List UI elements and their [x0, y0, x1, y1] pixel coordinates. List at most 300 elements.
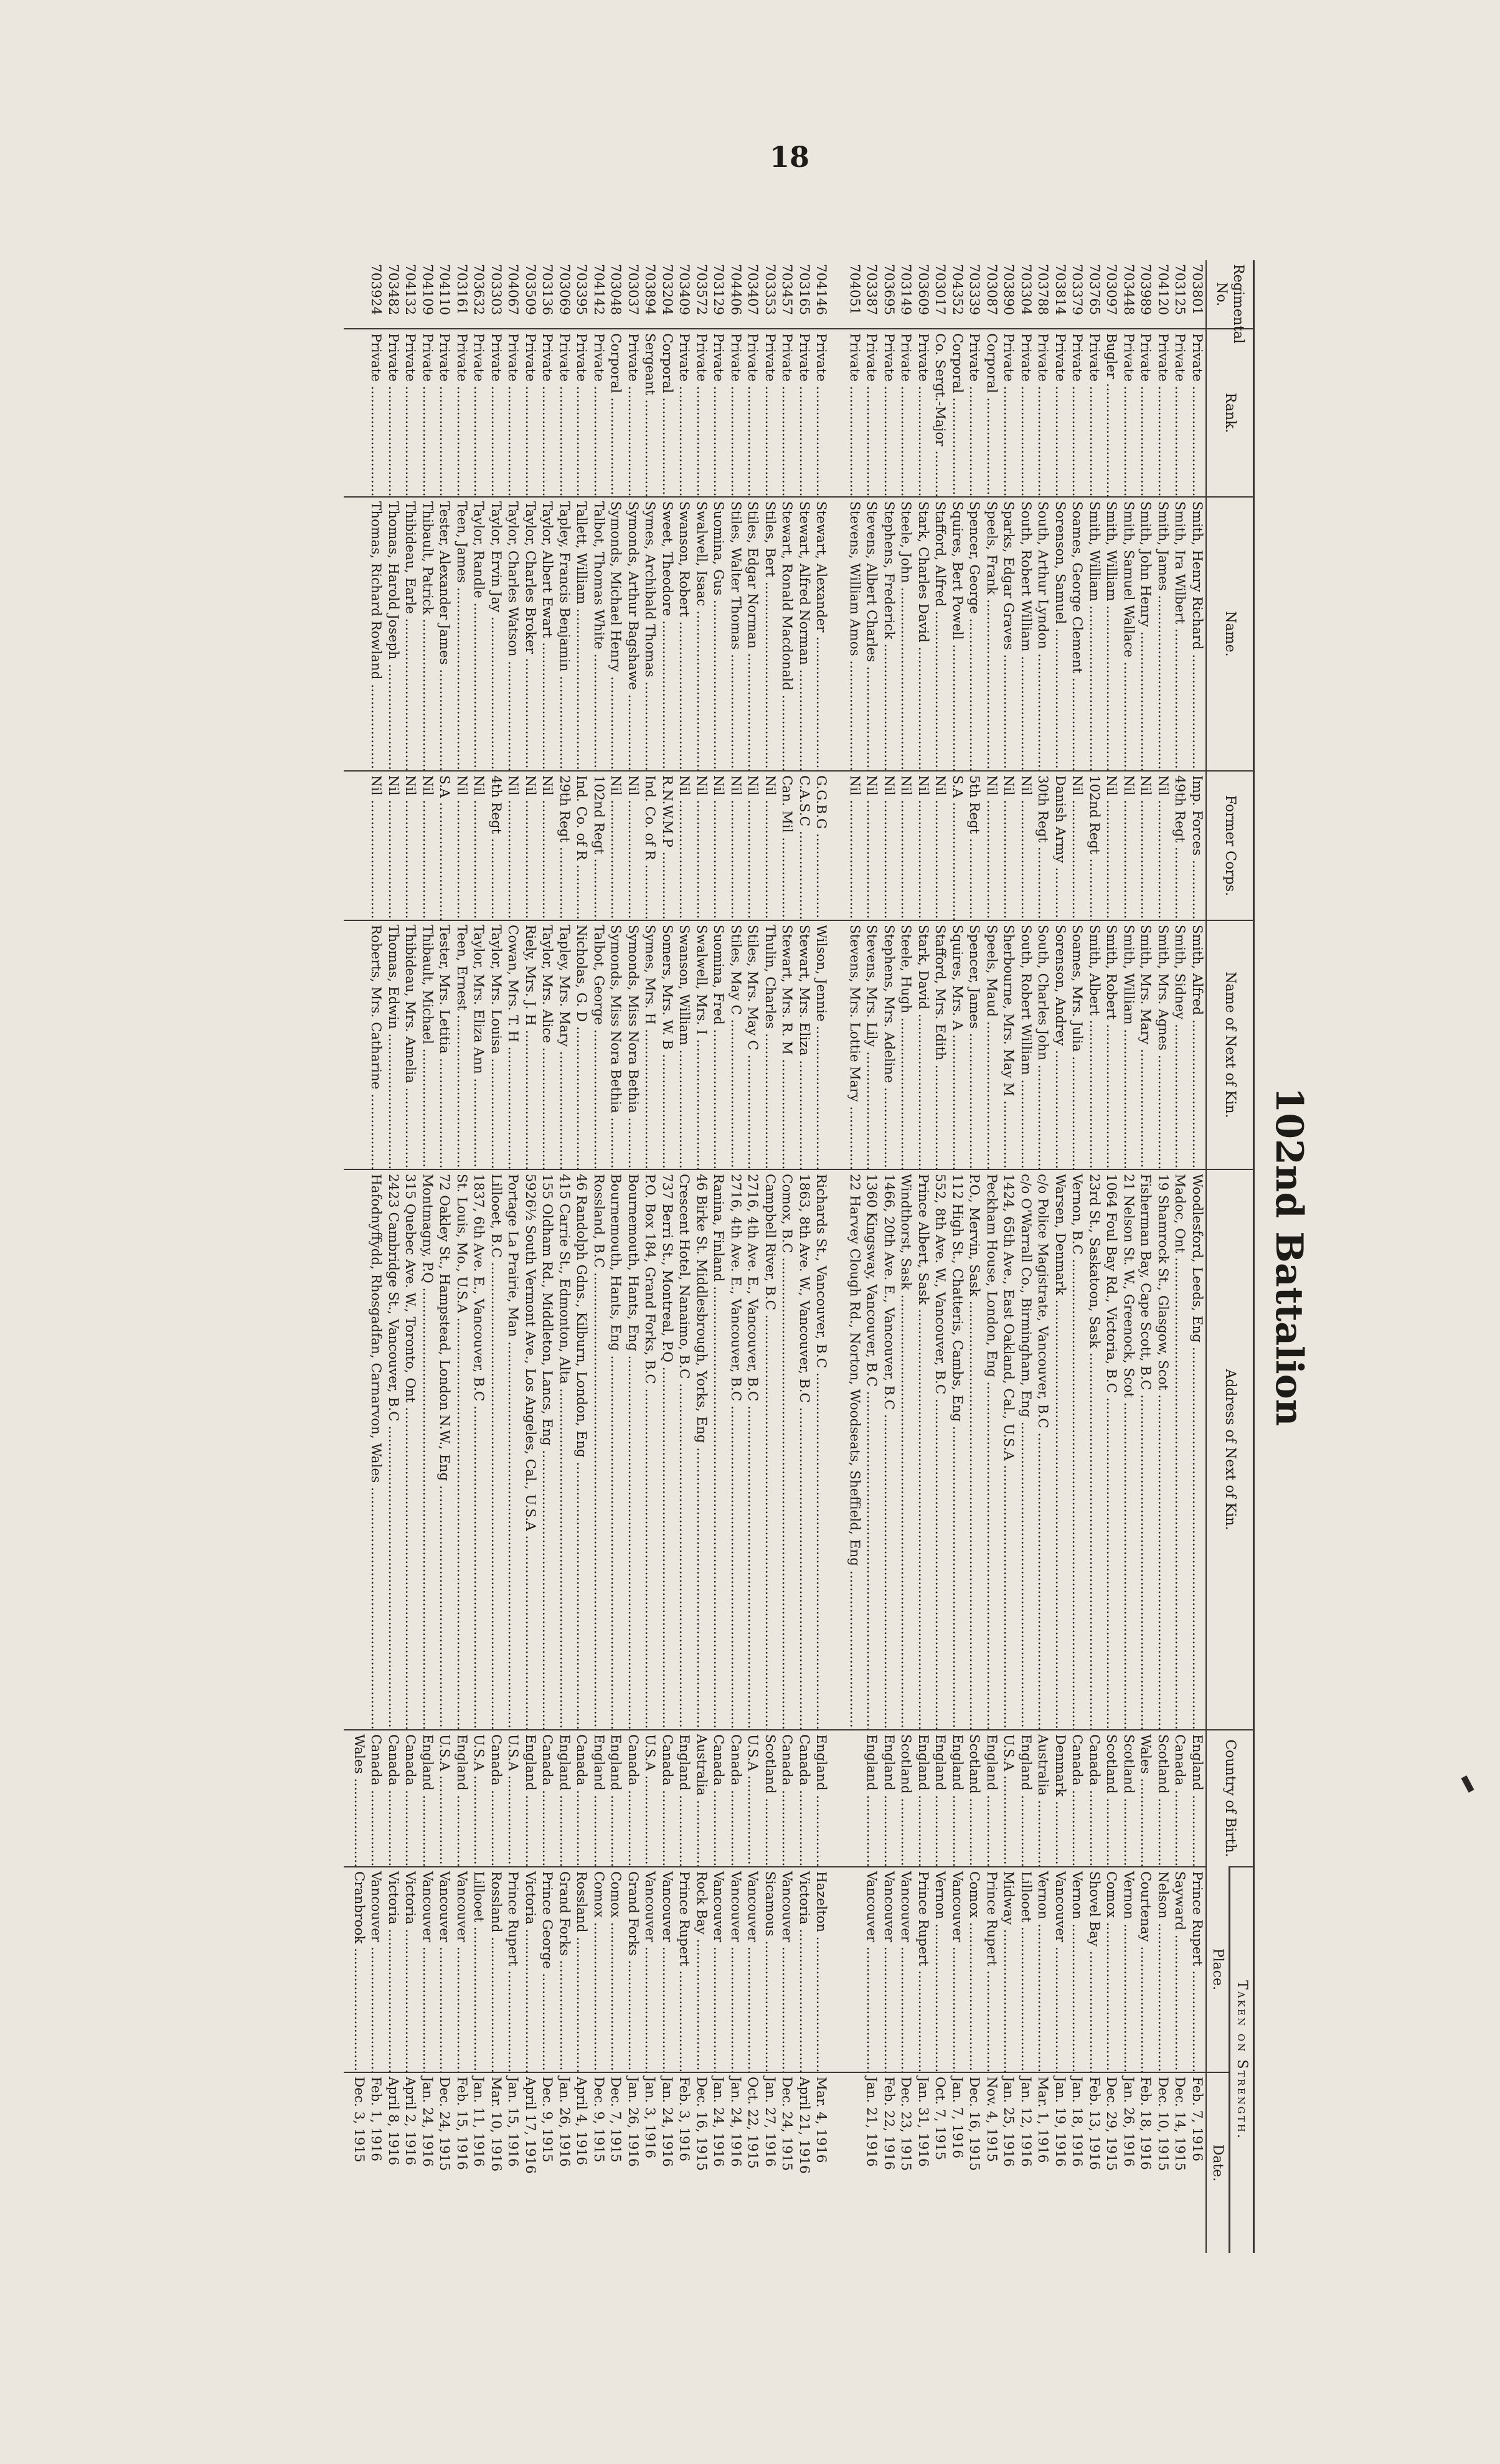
cell-former-corps: Danish Army ..... [1052, 771, 1069, 920]
table-row [762, 260, 779, 2253]
cell-country: England ..... [1017, 1730, 1035, 1867]
cell-former-corps: Nil ..... [1017, 771, 1035, 920]
cell-former-corps [344, 771, 368, 920]
cell-date: Jan. 3, 1916 [641, 2072, 659, 2253]
cell-address: 72 Oakley St., Hampstead, London N.W., Eng ..... [436, 1169, 453, 1730]
cell-regimental-no: 703161 [454, 264, 469, 316]
cell-regimental-no: 703482 [385, 264, 401, 316]
cell-place: Prince George ..... [539, 1867, 556, 2072]
spacer-cell [830, 2072, 846, 2253]
cell-former-corps: Nil ..... [710, 771, 727, 920]
cell-rank: Co. Sergt.-Major ..... [932, 329, 949, 497]
table-row [607, 260, 625, 2253]
rotated-page-content [202, 260, 1323, 2253]
table-row [470, 260, 488, 2253]
cell-address: 552, 8th Ave. W., Vancouver, B.C ..... [932, 1169, 949, 1730]
cell-place: Vancouver ..... [419, 1867, 436, 2072]
cell-regimental-no: 703097 [1103, 264, 1120, 316]
table-row [1120, 260, 1138, 2253]
table-row [727, 260, 745, 2253]
cell-address: Warsen, Denmark ..... [1052, 1169, 1069, 1730]
cell-date: Jan. 7, 1916 [949, 2072, 966, 2253]
cell-address: 46 Randolph Gdns., Kilburn, London, Eng ..... [573, 1169, 590, 1730]
cell-date: Dec. 7, 1915 [607, 2072, 625, 2253]
cell-date: April 2, 1916 [402, 2072, 419, 2253]
cell-date: Feb. 3, 1916 [676, 2072, 693, 2253]
roster-body [344, 260, 1207, 2253]
table-row [1137, 260, 1154, 2253]
cell-regimental-no: 703801 [1189, 264, 1205, 316]
cell-next-of-kin: Wilson, Jennie ..... [813, 920, 830, 1169]
cell-address: 155 Oldham Rd., Middleton, Lancs, Eng ..... [539, 1169, 556, 1730]
cell-country: England ..... [607, 1730, 625, 1867]
cell-next-of-kin: Symonds, Miss Nora Bethia ..... [607, 920, 625, 1169]
cell-name: Spencer, George ..... [966, 497, 983, 771]
cell-former-corps: Nil ..... [983, 771, 1001, 920]
cell-date [846, 2072, 864, 2253]
cell-country: Canada ..... [573, 1730, 590, 1867]
cell-country: Denmark ..... [1052, 1730, 1069, 1867]
cell-rank: Private ..... [966, 329, 983, 497]
cell-date: Jan. 18, 1916 [1068, 2072, 1086, 2253]
table-row [983, 260, 1001, 2253]
cell-place: Vancouver ..... [897, 1867, 915, 2072]
cell-address: c/o Police Magistrate, Vancouver, B.C ..... [1034, 1169, 1052, 1730]
cell-place: Lillooet ..... [1017, 1867, 1035, 2072]
cell-name: Stewart, Ronald Macdonald ..... [778, 497, 796, 771]
cell-address: Fisherman Bay, Cape Scott, B.C ..... [1137, 1169, 1154, 1730]
cell-date: April 4, 1916 [573, 2072, 590, 2253]
spacer-cell [830, 497, 846, 771]
cell-former-corps: Nil ..... [1154, 771, 1172, 920]
header-place: Place. [1206, 1867, 1230, 2072]
cell-regimental-no: 703129 [710, 264, 727, 316]
cell-date: Jan. 25, 1916 [1000, 2072, 1017, 2253]
cell-country: Australia ..... [693, 1730, 710, 1867]
cell-place: Rossland ..... [573, 1867, 590, 2072]
cell-regimental-no: 703409 [676, 264, 692, 316]
cell-country: Scotland ..... [1120, 1730, 1138, 1867]
ink-mark [1461, 1775, 1474, 1793]
cell-former-corps: Nil ..... [846, 771, 864, 920]
table-row [744, 260, 762, 2253]
cell-regimental-no: 704406 [728, 264, 743, 316]
cell-address: 19 Shamrock St., Glasgow, Scot ..... [1154, 1169, 1172, 1730]
cell-regimental-no [344, 260, 368, 329]
cell-name: Thibideau, Earle ..... [402, 497, 419, 771]
cell-rank: Corporal ..... [659, 329, 676, 497]
table-row [385, 260, 402, 2253]
cell-date: Dec. 29, 1915 [1103, 2072, 1120, 2253]
cell-address: Hafodnyffydd, Rhosgadfan, Carnarvon, Wales ..... [367, 1169, 385, 1730]
cell-country: Canada ..... [710, 1730, 727, 1867]
cell-next-of-kin: Thulin, Charles ..... [762, 920, 779, 1169]
cell-rank: Private ..... [796, 329, 813, 497]
cell-country: Canada ..... [625, 1730, 642, 1867]
cell-rank: Private ..... [556, 329, 573, 497]
table-row [488, 260, 505, 2253]
cell-next-of-kin: Stewart, Mrs. Eliza ..... [796, 920, 813, 1169]
table-row [1052, 260, 1069, 2253]
cell-next-of-kin: Stiles, Mrs. May C ..... [744, 920, 762, 1169]
cell-former-corps: Nil ..... [385, 771, 402, 920]
cell-date: Feb. 18, 1916 [1137, 2072, 1154, 2253]
cell-address: P.O. Box 184, Grand Forks, B.C ..... [641, 1169, 659, 1730]
table-row [539, 260, 556, 2253]
cell-name: Suomina, Gus ..... [710, 497, 727, 771]
cell-name: Symonds, Michael Henry ..... [607, 497, 625, 771]
cell-rank: Private ..... [470, 329, 488, 497]
cell-regimental-no: 703609 [915, 264, 931, 316]
cell-country: Canada ..... [367, 1730, 385, 1867]
cell-rank: Private ..... [488, 329, 505, 497]
cell-name: Stiles, Bert ..... [762, 497, 779, 771]
cell-regimental-no: 703387 [864, 264, 880, 316]
cell-name: Stevens, Albert Charles ..... [863, 497, 880, 771]
cell-address: Crescent Hotel, Nanaimo, B.C ..... [676, 1169, 693, 1730]
cell-former-corps: 29th Regt ..... [556, 771, 573, 920]
cell-former-corps: Nil ..... [863, 771, 880, 920]
spacer-cell [830, 1730, 846, 1867]
cell-country: U.S.A ..... [641, 1730, 659, 1867]
cell-place: Victoria ..... [385, 1867, 402, 2072]
cell-date: Dec. 24, 1915 [778, 2072, 796, 2253]
table-row [641, 260, 659, 2253]
cell-country: England ..... [813, 1730, 830, 1867]
cell-date: Oct. 22, 1915 [744, 2072, 762, 2253]
cell-name: Stevens, William Amos ..... [846, 497, 864, 771]
cell-next-of-kin: Talbot, George ..... [590, 920, 608, 1169]
cell-country: Canada ..... [659, 1730, 676, 1867]
cell-next-of-kin: Soames, Mrs. Julia ..... [1068, 920, 1086, 1169]
cell-regimental-no: 704132 [402, 264, 418, 316]
cell-country: Scotland ..... [897, 1730, 915, 1867]
cell-next-of-kin: Tester, Mrs. Letitia ..... [436, 920, 453, 1169]
cell-date: Feb. 13, 1916 [1086, 2072, 1103, 2253]
cell-rank: Private ..... [1068, 329, 1086, 497]
cell-country: Canada ..... [1171, 1730, 1189, 1867]
cell-rank: Private ..... [897, 329, 915, 497]
cell-regimental-no: 703204 [659, 264, 675, 316]
cell-rank: Private ..... [1137, 329, 1154, 497]
cell-name: Smith, James ..... [1154, 497, 1172, 771]
cell-rank: Private ..... [710, 329, 727, 497]
cell-name: Symes, Archibald Thomas ..... [641, 497, 659, 771]
cell-next-of-kin: Smith, Albert ..... [1086, 920, 1103, 1169]
cell-country: England ..... [880, 1730, 898, 1867]
header-date: Date. [1206, 2072, 1230, 2253]
cell-name: Speels, Frank ..... [983, 497, 1001, 771]
table-row [453, 260, 471, 2253]
cell-place: Victoria ..... [796, 1867, 813, 2072]
cell-regimental-no: 703457 [779, 264, 795, 316]
cell-address: Portage La Prairie, Man ..... [504, 1169, 522, 1730]
cell-rank: Private ..... [522, 329, 539, 497]
cell-next-of-kin: Stark, David ..... [915, 920, 932, 1169]
cell-next-of-kin: Symes, Mrs. H ..... [641, 920, 659, 1169]
cell-address: 1837, 6th Ave. E., Vancouver, B.C ..... [470, 1169, 488, 1730]
table-row [880, 260, 898, 2253]
cell-next-of-kin: Sorenson, Andrey ..... [1052, 920, 1069, 1169]
cell-date: Jan. 31, 1916 [915, 2072, 932, 2253]
cell-country: U.S.A ..... [744, 1730, 762, 1867]
cell-regimental-no: 704067 [505, 264, 521, 316]
cell-former-corps: 49th Regt ..... [1171, 771, 1189, 920]
cell-name: Smith, Henry Richard ..... [1189, 497, 1207, 771]
table-row [1017, 260, 1035, 2253]
cell-former-corps: Nil ..... [402, 771, 419, 920]
table-row [966, 260, 983, 2253]
cell-rank: Private ..... [1000, 329, 1017, 497]
cell-country: Canada ..... [488, 1730, 505, 1867]
cell-date: Jan. 24, 1916 [659, 2072, 676, 2253]
cell-date: Dec. 9, 1915 [539, 2072, 556, 2253]
header-taken-on-strength: Taken on Strength. [1230, 1867, 1254, 2253]
table-row [710, 260, 727, 2253]
cell-address: Ranina, Finland ..... [710, 1169, 727, 1730]
cell-name: Taylor, Charles Watson ..... [504, 497, 522, 771]
cell-rank: Private ..... [778, 329, 796, 497]
cell-date: Jan. 24, 1916 [710, 2072, 727, 2253]
cell-next-of-kin: Taylor, Mrs. Alice ..... [539, 920, 556, 1169]
cell-name: Squires, Bert Powell ..... [949, 497, 966, 771]
cell-name: Stark, Charles David ..... [915, 497, 932, 771]
cell-address: 23rd St., Saskatoon, Sask ..... [1086, 1169, 1103, 1730]
cell-regimental-no: 703069 [557, 264, 572, 316]
cell-date: Mar. 4, 1916 [813, 2072, 830, 2253]
cell-former-corps: 5th Regt ..... [966, 771, 983, 920]
cell-country: England ..... [522, 1730, 539, 1867]
cell-name: Taylor, Randle ..... [470, 497, 488, 771]
cell-rank: Private ..... [915, 329, 932, 497]
cell-regimental-no: 704352 [950, 264, 965, 316]
cell-place: Victoria ..... [522, 1867, 539, 2072]
cell-name [344, 497, 368, 771]
cell-regimental-no: 704051 [847, 264, 862, 316]
cell-regimental-no: 703037 [625, 264, 641, 316]
cell-rank: Private ..... [1171, 329, 1189, 497]
cell-address: 112 High St., Chatteris, Cambs, Eng ..... [949, 1169, 966, 1730]
cell-next-of-kin [344, 920, 368, 1169]
cell-address: 1424, 65th Ave., East Oakland, Cal., U.S.A ..... [1000, 1169, 1017, 1730]
table-row [1154, 260, 1172, 2253]
cell-regimental-no: 703788 [1035, 264, 1051, 316]
cell-name: Swalwell, Isaac ..... [693, 497, 710, 771]
cell-name: Soames, George Clement ..... [1068, 497, 1086, 771]
cell-next-of-kin: Stafford, Mrs. Edith ..... [932, 920, 949, 1169]
cell-next-of-kin: Suomina, Fred ..... [710, 920, 727, 1169]
cell-address: 1466, 20th Ave. E., Vancouver, B.C ..... [880, 1169, 898, 1730]
cell-country: Canada ..... [1068, 1730, 1086, 1867]
cell-address: 315 Quebec Ave. W., Toronto, Ont ..... [402, 1169, 419, 1730]
cell-next-of-kin: Smith, Alfred ..... [1189, 920, 1207, 1169]
cell-rank: Private ..... [385, 329, 402, 497]
cell-regimental-no: 703572 [694, 264, 709, 316]
cell-next-of-kin: Smith, Mrs. Mary ..... [1137, 920, 1154, 1169]
cell-country: Wales ..... [344, 1730, 368, 1867]
cell-place: Prince Rupert ..... [504, 1867, 522, 2072]
cell-name: Tester, Alexander James ..... [436, 497, 453, 771]
cell-place: Vancouver ..... [367, 1867, 385, 2072]
cell-date: Jan. 27, 1916 [762, 2072, 779, 2253]
cell-regimental-no: 703304 [1018, 264, 1034, 316]
cell-former-corps: Ind. Co. of R ..... [573, 771, 590, 920]
cell-address: 46 Birke St. Middlesbrough, Yorks, Eng ..... [693, 1169, 710, 1730]
cell-name: Tapley, Francis Benjamin ..... [556, 497, 573, 771]
spacer-cell [830, 1169, 846, 1730]
table-row [676, 260, 693, 2253]
cell-date: Oct. 7, 1915 [932, 2072, 949, 2253]
cell-regimental-no: 703695 [881, 264, 897, 316]
cell-former-corps: Nil ..... [676, 771, 693, 920]
cell-rank: Private ..... [573, 329, 590, 497]
header-address-next-of-kin: Address of Next of Kin. [1206, 1169, 1254, 1730]
table-row [915, 260, 932, 2253]
cell-place: Comox ..... [966, 1867, 983, 2072]
cell-date: Dec. 24, 1915 [436, 2072, 453, 2253]
roster-table [344, 260, 1255, 2253]
table-row [949, 260, 966, 2253]
table-row [522, 260, 539, 2253]
cell-address: Richards St., Vancouver, B.C ..... [813, 1169, 830, 1730]
cell-date: Mar. 1, 1916 [1034, 2072, 1052, 2253]
cell-former-corps: Ind. Co. of R ..... [641, 771, 659, 920]
cell-place: Hazelton ..... [813, 1867, 830, 2072]
cell-country: Canada ..... [727, 1730, 745, 1867]
cell-regimental-no: 703087 [984, 264, 999, 316]
cell-address: 5926½ South Vermont Ave., Los Angeles, Cal., U.S.A ..... [522, 1169, 539, 1730]
cell-former-corps: Nil ..... [932, 771, 949, 920]
cell-next-of-kin: Swalwell, Mrs. I ..... [693, 920, 710, 1169]
cell-next-of-kin: Taylor, Mrs. Louisa ..... [488, 920, 505, 1169]
cell-address: Bournemouth, Hants, Eng ..... [607, 1169, 625, 1730]
cell-rank: Private ..... [436, 329, 453, 497]
cell-next-of-kin: Taylor, Mrs. Eliza Ann ..... [470, 920, 488, 1169]
cell-former-corps: Imp. Forces ..... [1189, 771, 1207, 920]
cell-regimental-no: 704120 [1155, 264, 1171, 316]
cell-date: Dec. 23, 1915 [897, 2072, 915, 2253]
cell-next-of-kin: Smith, Mrs. Agnes ..... [1154, 920, 1172, 1169]
cell-regimental-no: 704142 [591, 264, 606, 316]
cell-rank: Bugler ..... [1103, 329, 1120, 497]
cell-name: Sorenson, Samuel ..... [1052, 497, 1069, 771]
cell-former-corps: Nil ..... [915, 771, 932, 920]
cell-name: Thomas, Harold Joseph ..... [385, 497, 402, 771]
cell-country: Canada ..... [539, 1730, 556, 1867]
cell-rank: Private ..... [1052, 329, 1069, 497]
cell-date: Jan. 19, 1916 [1052, 2072, 1069, 2253]
cell-regimental-no: 703017 [932, 264, 948, 316]
cell-rank: Private ..... [539, 329, 556, 497]
cell-place: Sayward ..... [1171, 1867, 1189, 2072]
spacer-cell [830, 329, 846, 497]
cell-next-of-kin: Spencer, James ..... [966, 920, 983, 1169]
cell-next-of-kin: Stewart, Mrs. R. M ..... [778, 920, 796, 1169]
cell-next-of-kin: Speels, Maud ..... [983, 920, 1001, 1169]
spacer-cell [830, 920, 846, 1169]
cell-country: Canada ..... [778, 1730, 796, 1867]
cell-rank: Corporal ..... [983, 329, 1001, 497]
cell-next-of-kin: Cowan, Mrs. T. H ..... [504, 920, 522, 1169]
cell-rank: Private ..... [880, 329, 898, 497]
cell-former-corps: R.N.W.M.P ..... [659, 771, 676, 920]
cell-place: Prince Rupert ..... [983, 1867, 1001, 2072]
cell-next-of-kin: Sherbourne, Mrs. May M ..... [1000, 920, 1017, 1169]
cell-name: Stiles, Edgar Norman ..... [744, 497, 762, 771]
cell-country: England ..... [453, 1730, 471, 1867]
cell-address: c/o O'Warrall Co., Birmingham, Eng ..... [1017, 1169, 1035, 1730]
cell-address: 1064 Foul Bay Rd., Victoria, B.C ..... [1103, 1169, 1120, 1730]
cell-place [846, 1867, 864, 2072]
cell-regimental-no: 703149 [898, 264, 914, 316]
cell-next-of-kin: Smith, Sidney ..... [1171, 920, 1189, 1169]
cell-address: Campbell River, B.C ..... [762, 1169, 779, 1730]
cell-address: 2716, 4th Ave. E., Vancouver, B.C ..... [727, 1169, 745, 1730]
cell-address: Madoc, Ont ..... [1171, 1169, 1189, 1730]
cell-name: Smith, Samuel Wallace ..... [1120, 497, 1138, 771]
cell-place: Vernon ..... [1120, 1867, 1138, 2072]
table-row [813, 260, 830, 2253]
cell-date: Dec. 16, 1915 [966, 2072, 983, 2253]
cell-date: Feb. 15, 1916 [453, 2072, 471, 2253]
cell-next-of-kin: Squires, Mrs. A ..... [949, 920, 966, 1169]
table-row [436, 260, 453, 2253]
cell-place: Vancouver ..... [641, 1867, 659, 2072]
cell-place: Courtenay ..... [1137, 1867, 1154, 2072]
cell-name: Tallett, William ..... [573, 497, 590, 771]
cell-country: Canada ..... [796, 1730, 813, 1867]
table-row [778, 260, 796, 2253]
cell-rank: Private ..... [402, 329, 419, 497]
cell-regimental-no: 704146 [813, 264, 829, 316]
cell-place: Grand Forks ..... [625, 1867, 642, 2072]
cell-former-corps: Nil ..... [1137, 771, 1154, 920]
cell-name: Smith, William ..... [1103, 497, 1120, 771]
cell-name: Sweet, Theodore ..... [659, 497, 676, 771]
cell-country: England ..... [419, 1730, 436, 1867]
cell-address: Rossland, B.C ..... [590, 1169, 608, 1730]
header-country-of-birth: Country of Birth. [1206, 1730, 1254, 1867]
cell-former-corps: 4th Regt ..... [488, 771, 505, 920]
table-row [1000, 260, 1017, 2253]
cell-date: April 21, 1916 [796, 2072, 813, 2253]
cell-date: Jan. 24, 1916 [419, 2072, 436, 2253]
cell-next-of-kin: Roberts, Mrs. Catharine ..... [367, 920, 385, 1169]
cell-address: St. Louis, Mo., U.S.A ..... [453, 1169, 471, 1730]
cell-place: Shovel Bay ..... [1086, 1867, 1103, 2072]
cell-date: Dec. 14, 1915 [1171, 2072, 1189, 2253]
cell-country: England ..... [949, 1730, 966, 1867]
cell-country [846, 1730, 864, 1867]
cell-name: Teen, James ..... [453, 497, 471, 771]
table-row [402, 260, 419, 2253]
cell-address: 22 Harvey Clough Rd., Norton, Woodseats, Sheffield, Eng ..... [846, 1169, 864, 1730]
cell-name: Stewart, Alexander ..... [813, 497, 830, 771]
cell-former-corps: Nil ..... [693, 771, 710, 920]
cell-former-corps: Nil ..... [522, 771, 539, 920]
cell-address: Woodlesford, Leeds, Eng ..... [1189, 1169, 1207, 1730]
cell-rank [344, 329, 368, 497]
cell-former-corps: Nil ..... [1103, 771, 1120, 920]
cell-regimental-no: 703136 [539, 264, 555, 316]
cell-date: Dec. 16, 1915 [693, 2072, 710, 2253]
cell-country: Canada ..... [1086, 1730, 1103, 1867]
table-row [796, 260, 813, 2253]
cell-address: 737 Berri St., Montreal, P.Q ..... [659, 1169, 676, 1730]
cell-address: Comox, B.C ..... [778, 1169, 796, 1730]
cell-former-corps: Nil ..... [367, 771, 385, 920]
cell-name: Stiles, Walter Thomas ..... [727, 497, 745, 771]
